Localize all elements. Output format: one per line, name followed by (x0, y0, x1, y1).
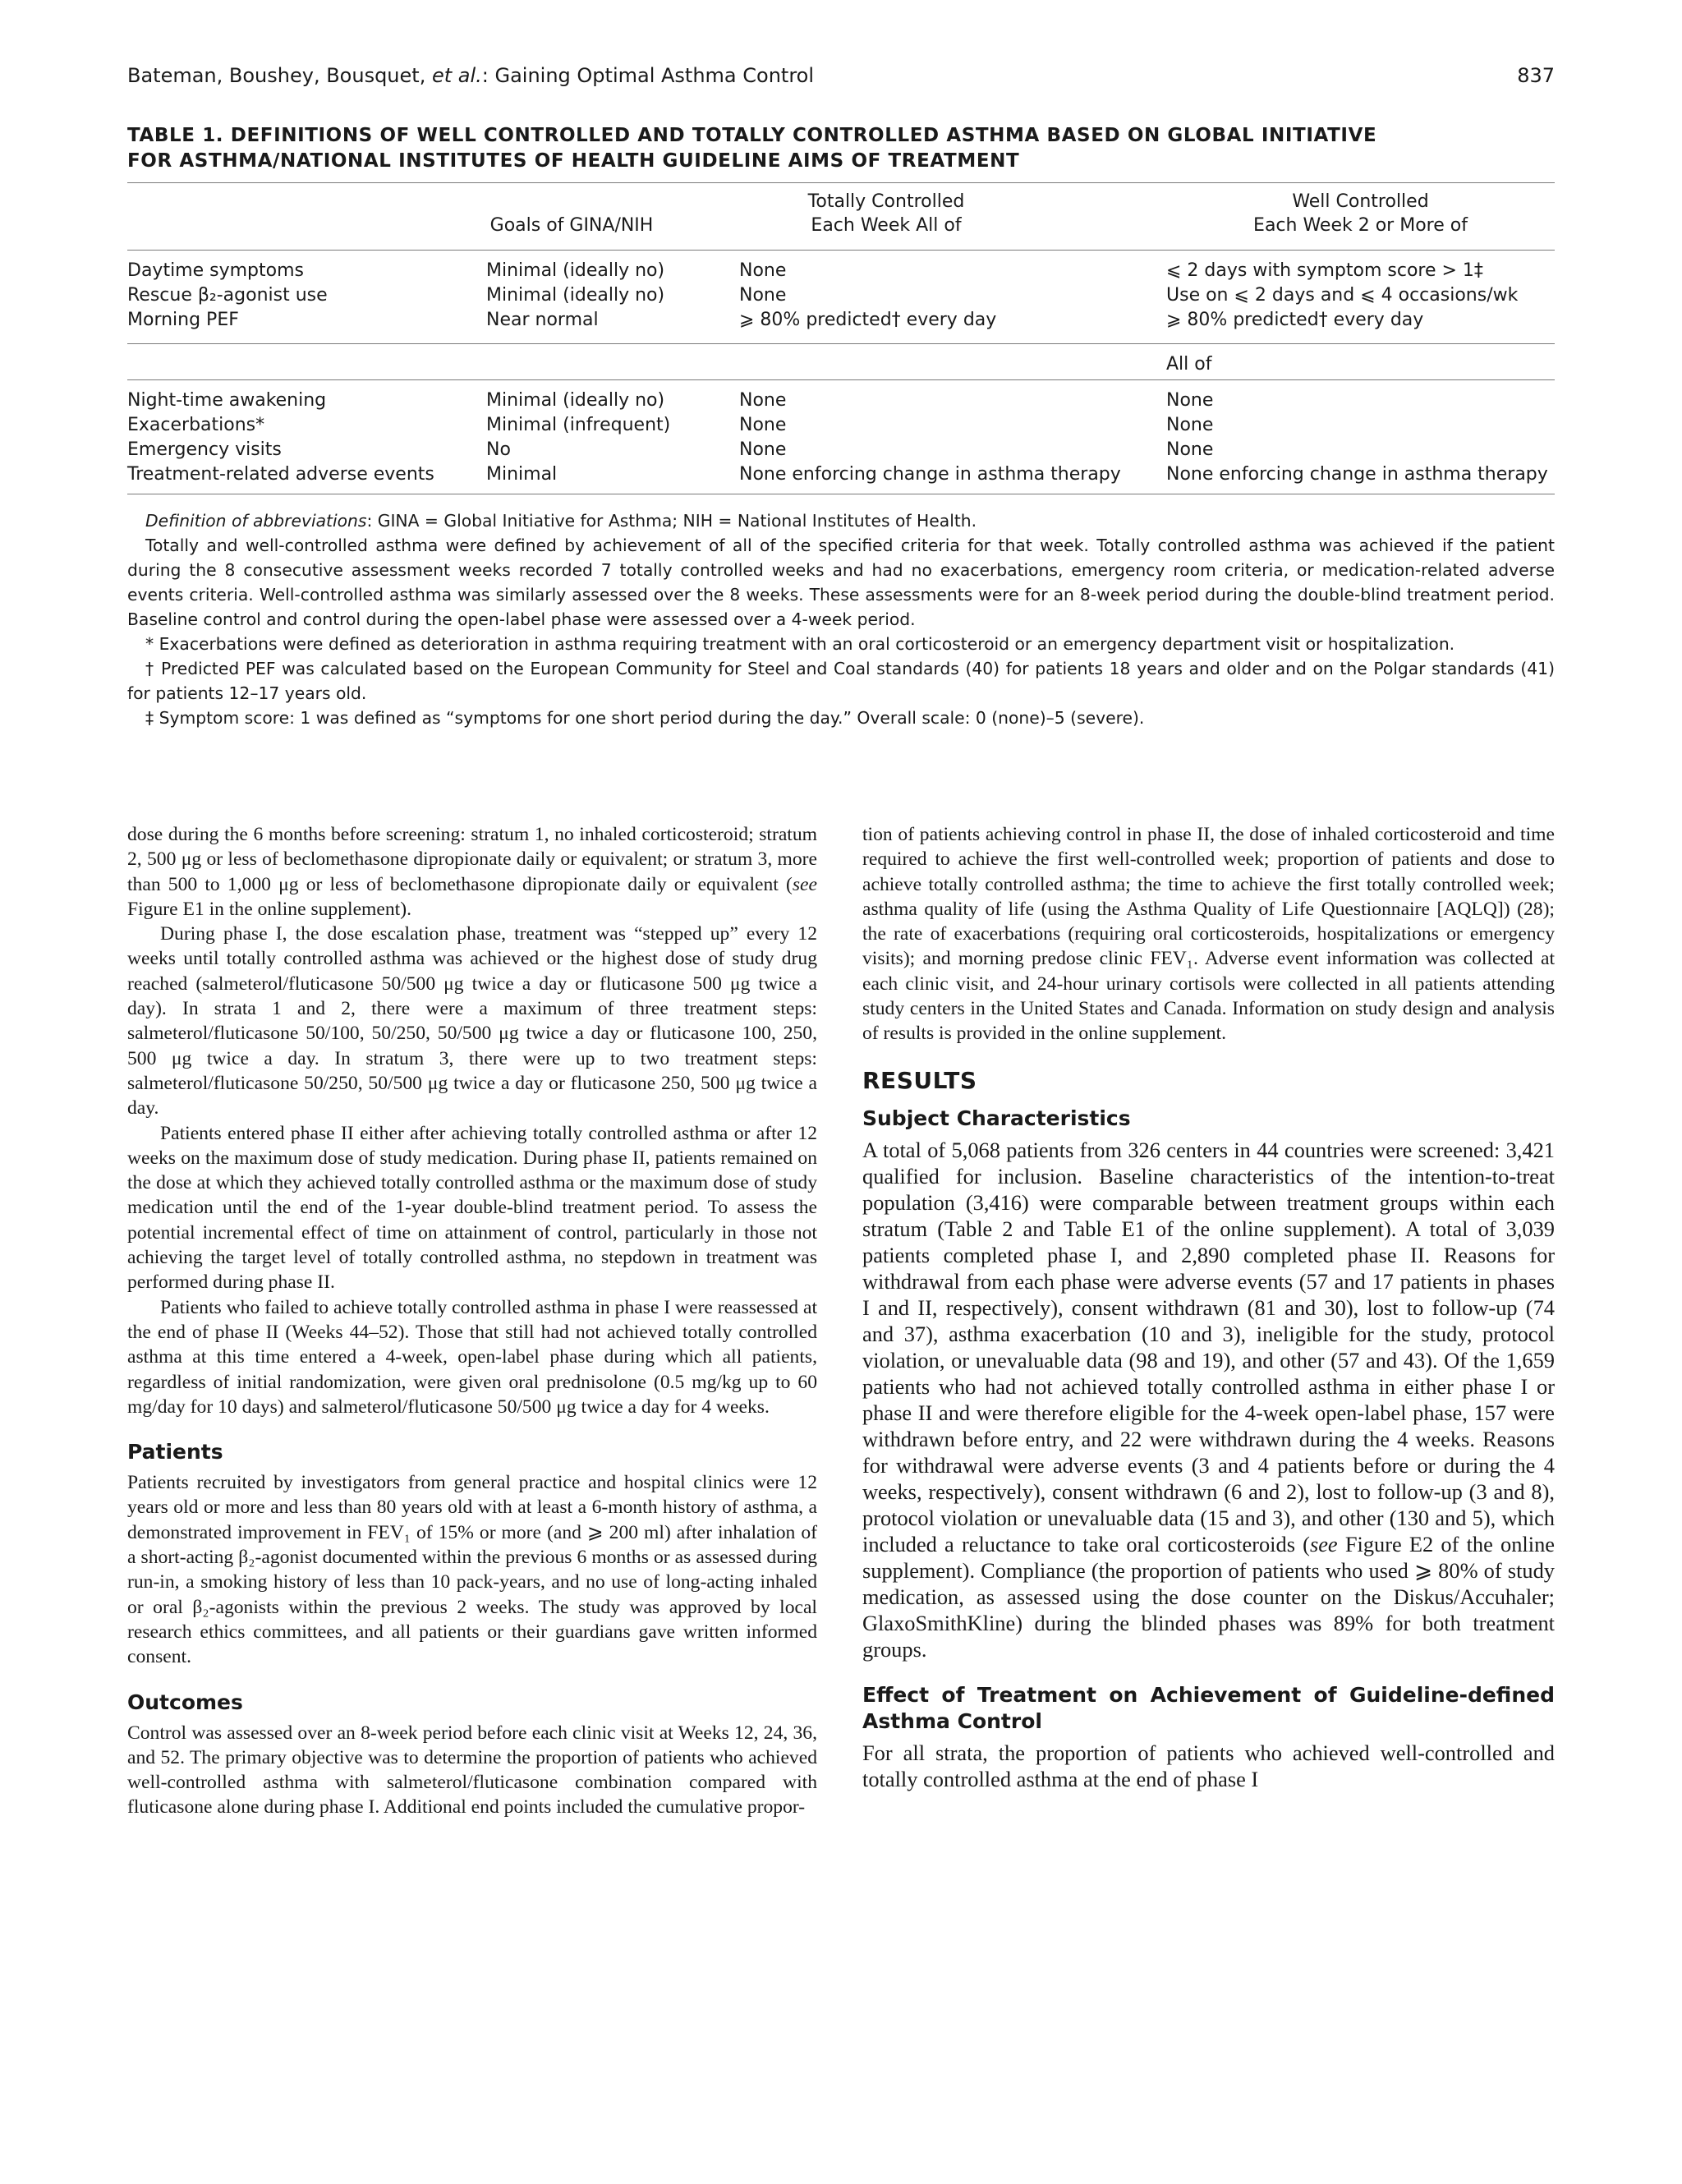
paragraph: Patients entered phase II either after achieving totally controlled asthma or after 12 weeks on the maximum dose of study medication. During phase II, patients remained on the dose at which they achieved totally controlled asthma or the maximum dose of study medication until the end of the 1-year double-blind treatment period. To assess the potential incremental effect of time on attainment of control, particularly in those not achieving the target level of totally controlled asthma, no stepdown in treatment was performed during phase II. (127, 1122, 817, 1294)
definition-note: Totally and well-controlled asthma were defined by achievement of all of the specified criteria for that week. Totally controlled asthma was achieved if the patient during the 8 consecutive assessment weeks recorded 7 totally controlled weeks and had no exacerbations, emergency room criteria, or medication-related adverse events criteria. Well-controlled asthma was similarly assessed over the 8 weeks. These assessments were for an 8-week period during the double-blind treatment period. Baseline control and control during the open-label phase were assessed over a 4-week period. (127, 536, 1555, 629)
table-top-rule (127, 182, 1555, 183)
paragraph: tion of patients achieving control in phase II, the dose of inhaled corticosteroid and time required to achieve the first well-controlled week; proportion of patients and dose to achieve totally controlled asthma; the time to achieve the first totally controlled week; asthma quality of life (using the Asthma Quality of Life Questionnaire [AQLQ]) (28); the rate of exacerbations (requiring oral corticosteroids, hospitalizations or emergency visits); and morning predose clinic FEV₁. Adverse event information was collected at each clinic visit, and 24-hour urinary cortisols were collected in all patients attending study centers in the United States and Canada. Information on study design and analysis of results is provided in the online supplement. (862, 824, 1555, 1045)
heading-outcomes: Outcomes (127, 1690, 243, 1714)
header-goals: Goals of GINA/NIH (489, 215, 654, 236)
running-head-citation: Bateman, Boushey, Bousquet, et al.: Gaining Optimal Asthma Control (127, 64, 815, 87)
right-column (862, 822, 1555, 1792)
table-row: Morning PEF Near normal ⩾ 80% predicted† every day ⩾ 80% predicted† every day (127, 310, 1424, 330)
paragraph: Control was assessed over an 8-week period before each clinic visit at Weeks 12, 24, 36, and 52. The primary objective was to determine the proportion of patients who achieved well-controlled asthma with salmeterol/fluticasone combination compared with fluticasone alone during phase I. Additional end points included the cumulative propor- (127, 1722, 817, 1818)
heading-subject-characteristics: Subject Characteristics (862, 1106, 1131, 1130)
spacer (127, 1419, 817, 1439)
table-row: Treatment-related adverse events Minimal None enforcing change in asthma therapy None enforcing change in asthma therapy (127, 464, 1548, 485)
header-totally-controlled: Totally Controlled Each Week All of (807, 191, 965, 236)
table-subheader-rule (127, 379, 1555, 380)
header-well-controlled: Well Controlled Each Week 2 or More of (1253, 191, 1468, 236)
paragraph: dose during the 6 months before screening: stratum 1, no inhaled corticosteroid; stratum 2, 500 μg or less of beclomethasone dipropionate daily or equivalent; or stratum 3, more than 500 to 1,000 μg or less of beclomethasone dipropionate daily or equivalent (see Figure E1 in the online supplement). (127, 824, 817, 920)
paragraph: For all strata, the proportion of patients who achieved well-controlled and totally controlled asthma at the end of phase I (862, 1740, 1555, 1791)
heading-results: RESULTS (862, 1066, 977, 1094)
table-row: Daytime symptoms Minimal (ideally no) None ⩽ 2 days with symptom score > 1‡ (127, 260, 1483, 281)
heading-patients: Patients (127, 1440, 223, 1464)
subheader-all-of: All of (1166, 354, 1212, 375)
spacer (127, 1670, 817, 1690)
left-column (127, 822, 817, 1820)
page-number: 837 (1517, 64, 1555, 87)
table-subheader-row (127, 352, 1555, 377)
table-section-rule (127, 343, 1555, 344)
footnote-exacerbations: * Exacerbations were defined as deterioration in asthma requiring treatment with an oral corticosteroid or an emergency department visit or hospitalization. (145, 634, 1455, 654)
spacer (862, 1662, 1555, 1682)
abbreviations-note: Definition of abbreviations: GINA = Global Initiative for Asthma; NIH = National Institutes of Health. (145, 511, 977, 531)
heading-effect-of-treatment: Effect of Treatment on Achievement of Guideline-defined Asthma Control (862, 1682, 1555, 1733)
table-row: Night-time awakening Minimal (ideally no) None None (127, 390, 1214, 411)
paragraph: Patients recruited by investigators from general practice and hospital clinics were 12 years old or more and less than 80 years old with at least a 6-month history of asthma, a demonstrated improvement in FEV₁ of 15% or more (and ⩾ 200 ml) after inhalation of a short-acting β₂-agonist documented within the previous 6 months or as assessed during run-in, a smoking history of less than 10 pack-years, and no use of long-acting inhaled or oral β₂-agonists within the previous 2 weeks. The study was approved by local research ethics committees, and all patients or their guardians gave written informed consent. (127, 1472, 817, 1668)
table-header-rule (127, 250, 1555, 251)
paragraph: During phase I, the dose escalation phase, treatment was “stepped up” every 12 weeks until totally controlled asthma was achieved or the highest dose of study drug reached (salmeterol/fluticasone 50/500 μg twice a day or fluticasone 500 μg twice a day). In strata 1 and 2, there were a maximum of three treatment steps: salmeterol/fluticasone 50/100, 50/250, 50/500 μg twice a day or fluticasone 100, 250, 500 μg twice a day. In stratum 3, there were up to two treatment steps: salmeterol/fluticasone 50/250, 50/500 μg twice a day or fluticasone 250, 500 μg twice a day. (127, 923, 817, 1120)
table-row: Emergency visits No None None (127, 439, 1214, 460)
table-row: Exacerbations* Minimal (infrequent) None None (127, 415, 1214, 435)
paragraph: A total of 5,068 patients from 326 centers in 44 countries were screened: 3,421 qualified for inclusion. Baseline characteristics of the intention-to-treat population (3,416) were comparable between treatment groups within each stratum (Table 2 and Table E1 of the online supplement). A total of 3,039 patients completed phase I, and 2,890 completed phase II. Reasons for withdrawal from each phase were adverse events (57 and 17 patients in phases I and II, respectively), consent withdrawn (81 and 30), lost to follow-up (74 and 37), asthma exacerbation (10 and 3), ineligible for the study, protocol violation, or unevaluable data (98 and 19), and other (57 and 43). Of the 1,659 patients who had not achieved totally controlled asthma in either phase I or phase II and were therefore eligible for the 4-week open-label phase, 157 were withdrawn before entry, and 22 were withdrawn during the 4 weeks. Reasons for withdrawal were adverse events (3 and 4 patients before or during the 4 weeks, respectively), consent withdrawn (6 and 2), lost to follow-up (3 and 8), protocol violation or unevaluable data (15 and 3), and other (130 and 5), which included a reluctance to take oral corticosteroids (see Figure E2 of the online supplement). Compliance (the proportion of patients who used ⩾ 80% of study medication, as assessed using the dose counter on the Diskus/Accuhaler; GlaxoSmithKline) during the blinded phases was 89% for both treatment groups. (862, 1137, 1555, 1662)
spacer (862, 1096, 1555, 1106)
running-head (127, 64, 1555, 94)
footnote-predicted-pef: † Predicted PEF was calculated based on the European Community for Steel and Coal standards (40) for patients 18 years and older and on the Polgar standards (41) for patients 12–17 years old. (127, 659, 1555, 703)
table-footnotes (127, 508, 1555, 730)
footnote-symptom-score: ‡ Symptom score: 1 was defined as “symptoms for one short period during the day.” Overall scale: 0 (none)–5 (severe). (145, 708, 1145, 728)
paragraph: Patients who failed to achieve totally controlled asthma in phase I were reassessed at the end of phase II (Weeks 44–52). Those that still had not achieved totally controlled asthma at this time entered a 4-week, open-label phase during which all patients, regardless of initial randomization, were given oral prednisolone (0.5 mg/kg up to 60 mg/day for 10 days) and salmeterol/fluticasone 50/500 μg twice a day for 4 weeks. (127, 1296, 817, 1418)
table-row: Rescue β₂-agonist use Minimal (ideally no) None Use on ⩽ 2 days and ⩽ 4 occasions/wk (127, 285, 1519, 306)
table-title: TABLE 1. DEFINITIONS OF WELL CONTROLLED AND TOTALLY CONTROLLED ASTHMA BASED ON GLOBAL INITIATIVE FOR ASTHMA/NATIONAL INSTITUTES OF HEALTH GUIDELINE AIMS OF TREATMENT (127, 125, 1377, 172)
spacer (862, 1046, 1555, 1066)
